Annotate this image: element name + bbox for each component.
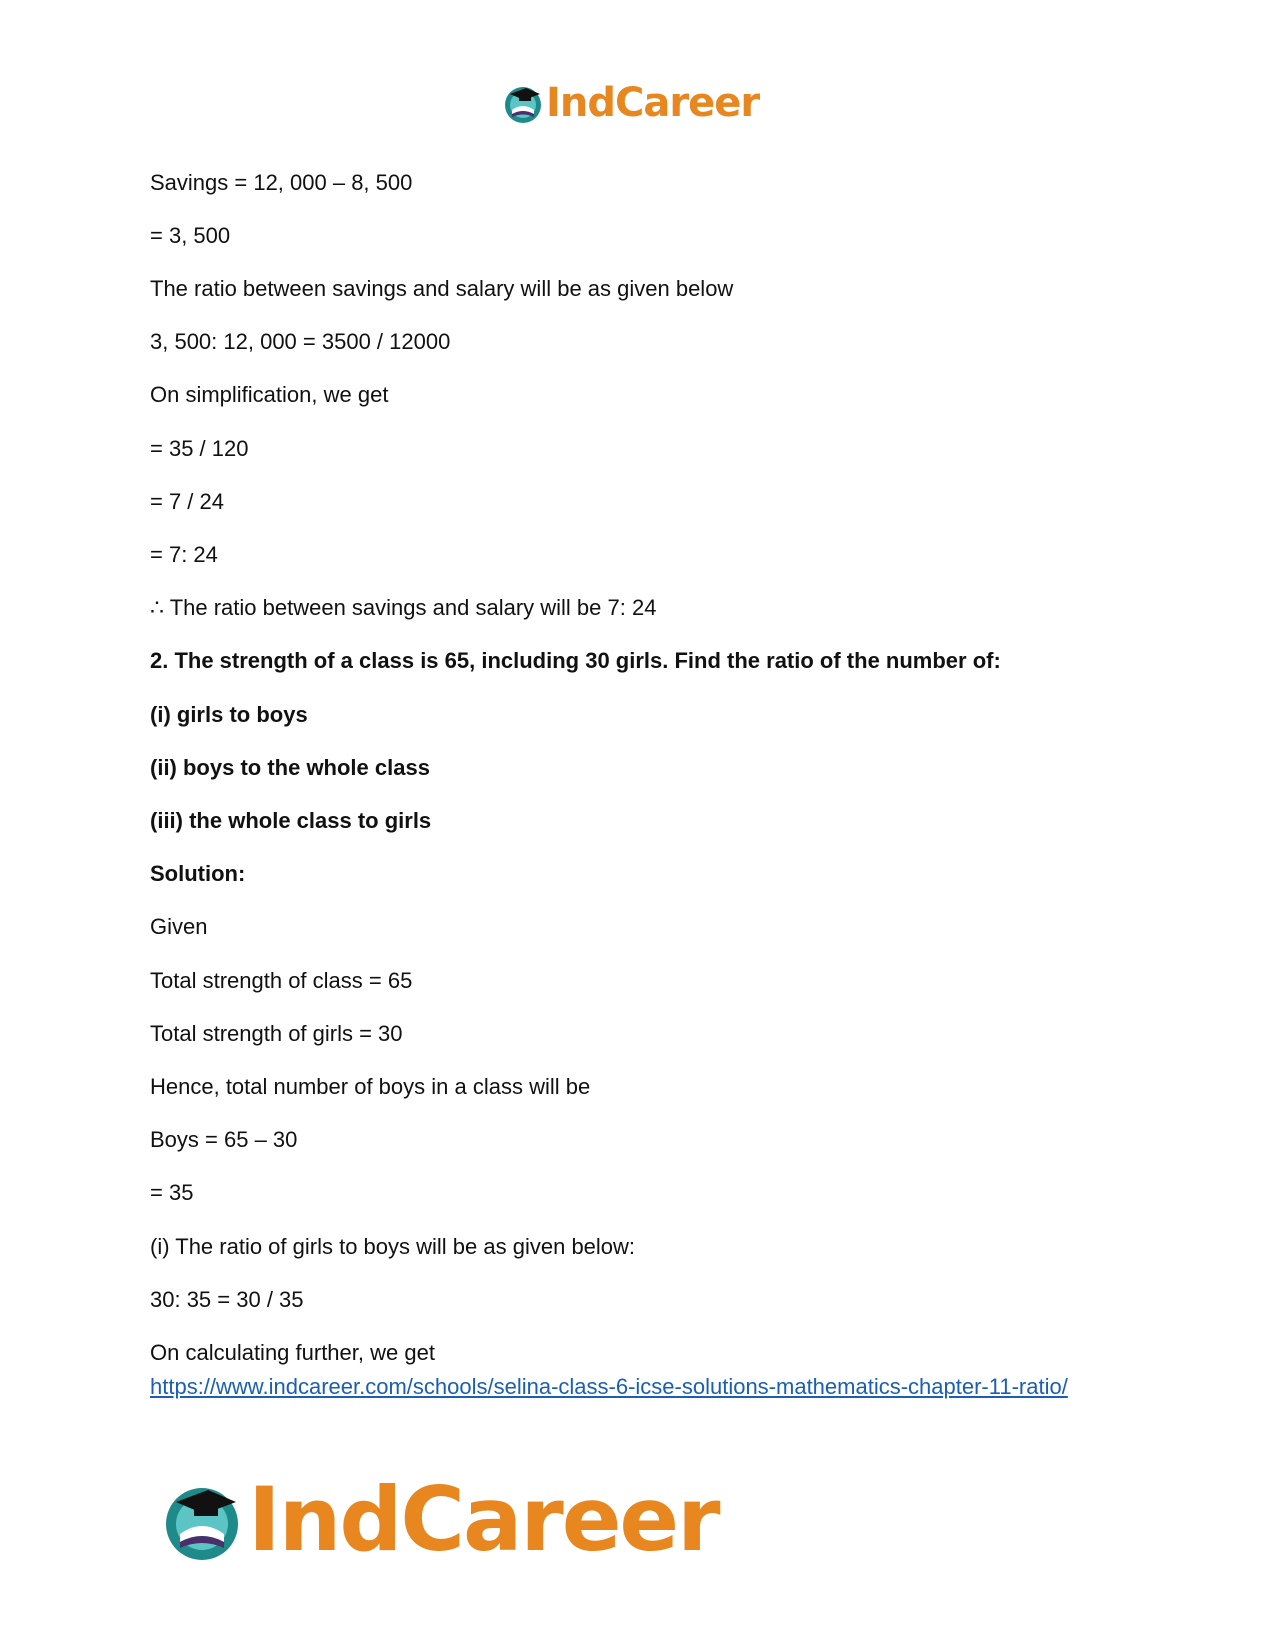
logo-text: IndCareer <box>546 80 760 126</box>
text-line: The ratio between savings and salary will be as given below <box>150 276 734 301</box>
text-line: = 7: 24 <box>150 542 218 567</box>
solution-heading: Solution: <box>150 861 246 886</box>
text-line: (i) The ratio of girls to boys will be as given below: <box>150 1234 636 1259</box>
question-part: (ii) boys to the whole class <box>150 755 430 780</box>
text-line: Total strength of class = 65 <box>150 968 413 993</box>
text-line: On calculating further, we get <box>150 1340 435 1365</box>
logo-text: IndCareer <box>248 1468 719 1571</box>
text-line: ∴ The ratio between savings and salary will be 7: 24 <box>150 595 657 620</box>
footer-logo <box>160 1468 719 1571</box>
footer-link[interactable]: https://www.indcareer.com/schools/selina-class-6-icse-solutions-mathematics-chapter-11-ratio/ <box>150 1374 1068 1399</box>
question-part: (i) girls to boys <box>150 702 308 727</box>
text-line: On simplification, we get <box>150 382 389 407</box>
graduation-globe-icon <box>160 1478 244 1562</box>
text-line: = 7 / 24 <box>150 489 225 514</box>
text-line: = 3, 500 <box>150 223 231 248</box>
question-heading: 2. The strength of a class is 65, including 30 girls. Find the ratio of the number of: <box>150 648 1001 673</box>
text-line: 30: 35 = 30 / 35 <box>150 1287 304 1312</box>
text-line: Hence, total number of boys in a class will be <box>150 1074 591 1099</box>
text-line: Total strength of girls = 30 <box>150 1021 403 1046</box>
text-line: Savings = 12, 000 – 8, 500 <box>150 170 413 195</box>
question-part: (iii) the whole class to girls <box>150 808 432 833</box>
text-line: Given <box>150 914 208 939</box>
header-logo <box>502 80 759 126</box>
text-line: = 35 / 120 <box>150 436 249 461</box>
text-line: Boys = 65 – 30 <box>150 1127 298 1152</box>
text-line: = 35 <box>150 1180 194 1205</box>
text-line: 3, 500: 12, 000 = 3500 / 12000 <box>150 329 451 354</box>
graduation-globe-icon <box>502 82 544 124</box>
